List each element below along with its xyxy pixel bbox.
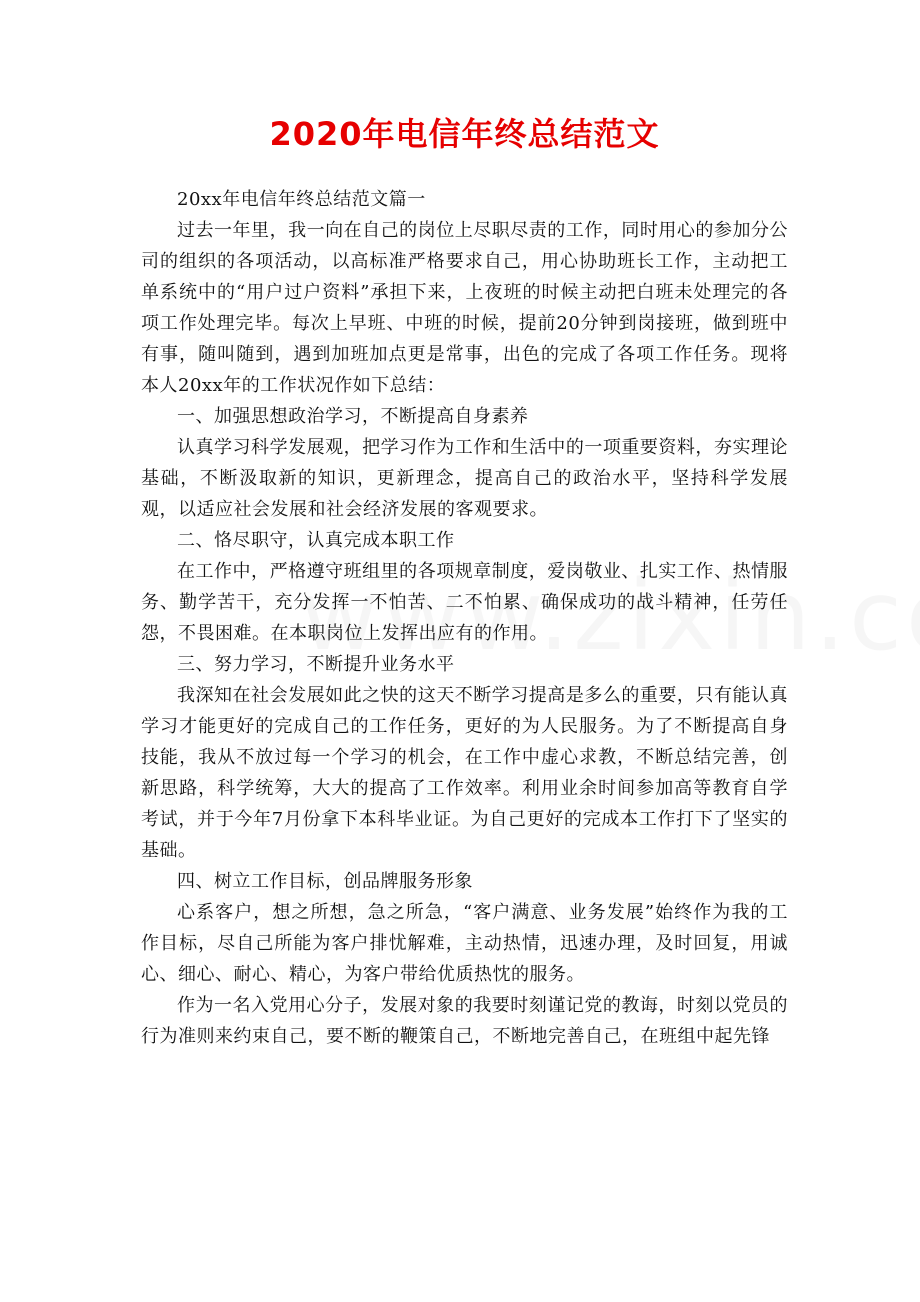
section-heading: 一、加强思想政治学习，不断提高自身素养	[177, 406, 529, 427]
body-paragraph: 我深知在社会发展如此之快的这天不断学习提高是多么的重要，只有能认真学习才能更好的完成自己的工作任务，更好的为人民服务。为了不断提高自身技能，我从不放过每一个学习的机会，在工作中虚心求教，不断总结完善，创新思路，科学统筹，大大的提高了工作效率。利用业余时间参加高等教育自学考试，并于今年7月份拿下本科毕业证。为自己更好的完成本工作打下了坚实的基础。	[141, 685, 788, 861]
body-paragraph: 心系客户，想之所想，急之所急，“客户满意、业务发展”始终作为我的工作目标，尽自己所能为客户排忧解难，主动热情，迅速办理，及时回复，用诚心、细心、耐心、精心，为客户带给优质热忱的服务。	[141, 902, 788, 985]
section-heading: 四、树立工作目标，创品牌服务形象	[177, 871, 473, 892]
document-body	[141, 184, 788, 1052]
body-paragraph: 在工作中，严格遵守班组里的各项规章制度，爱岗敬业、扎实工作、热情服务、勤学苦干，充分发挥一不怕苦、二不怕累、确保成功的战斗精神，任劳任怨，不畏困难。在本职岗位上发挥出应有的作用。	[141, 561, 788, 644]
section-heading: 三、努力学习，不断提升业务水平	[177, 654, 455, 675]
body-paragraph: 认真学习科学发展观，把学习作为工作和生活中的一项重要资料，夯实理论基础，不断汲取新的知识，更新理念，提高自己的政治水平，坚持科学发展观，以适应社会发展和社会经济发展的客观要求。	[141, 437, 788, 520]
document-title: 2020年电信年终总结范文	[269, 115, 660, 153]
body-paragraph: 作为一名入党用心分子，发展对象的我要时刻谨记党的教诲，时刻以党员的行为准则来约束自己，要不断的鞭策自己，不断地完善自己，在班组中起先锋	[141, 995, 788, 1047]
section-heading: 二、恪尽职守，认真完成本职工作	[177, 530, 455, 551]
body-paragraph: 过去一年里，我一向在自己的岗位上尽职尽责的工作，同时用心的参加分公司的组织的各项活动，以高标准严格要求自己，用心协助班长工作，主动把工单系统中的“用户过户资料”承担下来，上夜班的时候主动把白班未处理完的各项工作处理完毕。每次上早班、中班的时候，提前20分钟到岗接班，做到班中有事，随叫随到，遇到加班加点更是常事，出色的完成了各项工作任务。现将本人20xx年的工作状况作如下总结：	[141, 220, 788, 396]
section-heading: 20xx年电信年终总结范文篇一	[177, 189, 426, 210]
